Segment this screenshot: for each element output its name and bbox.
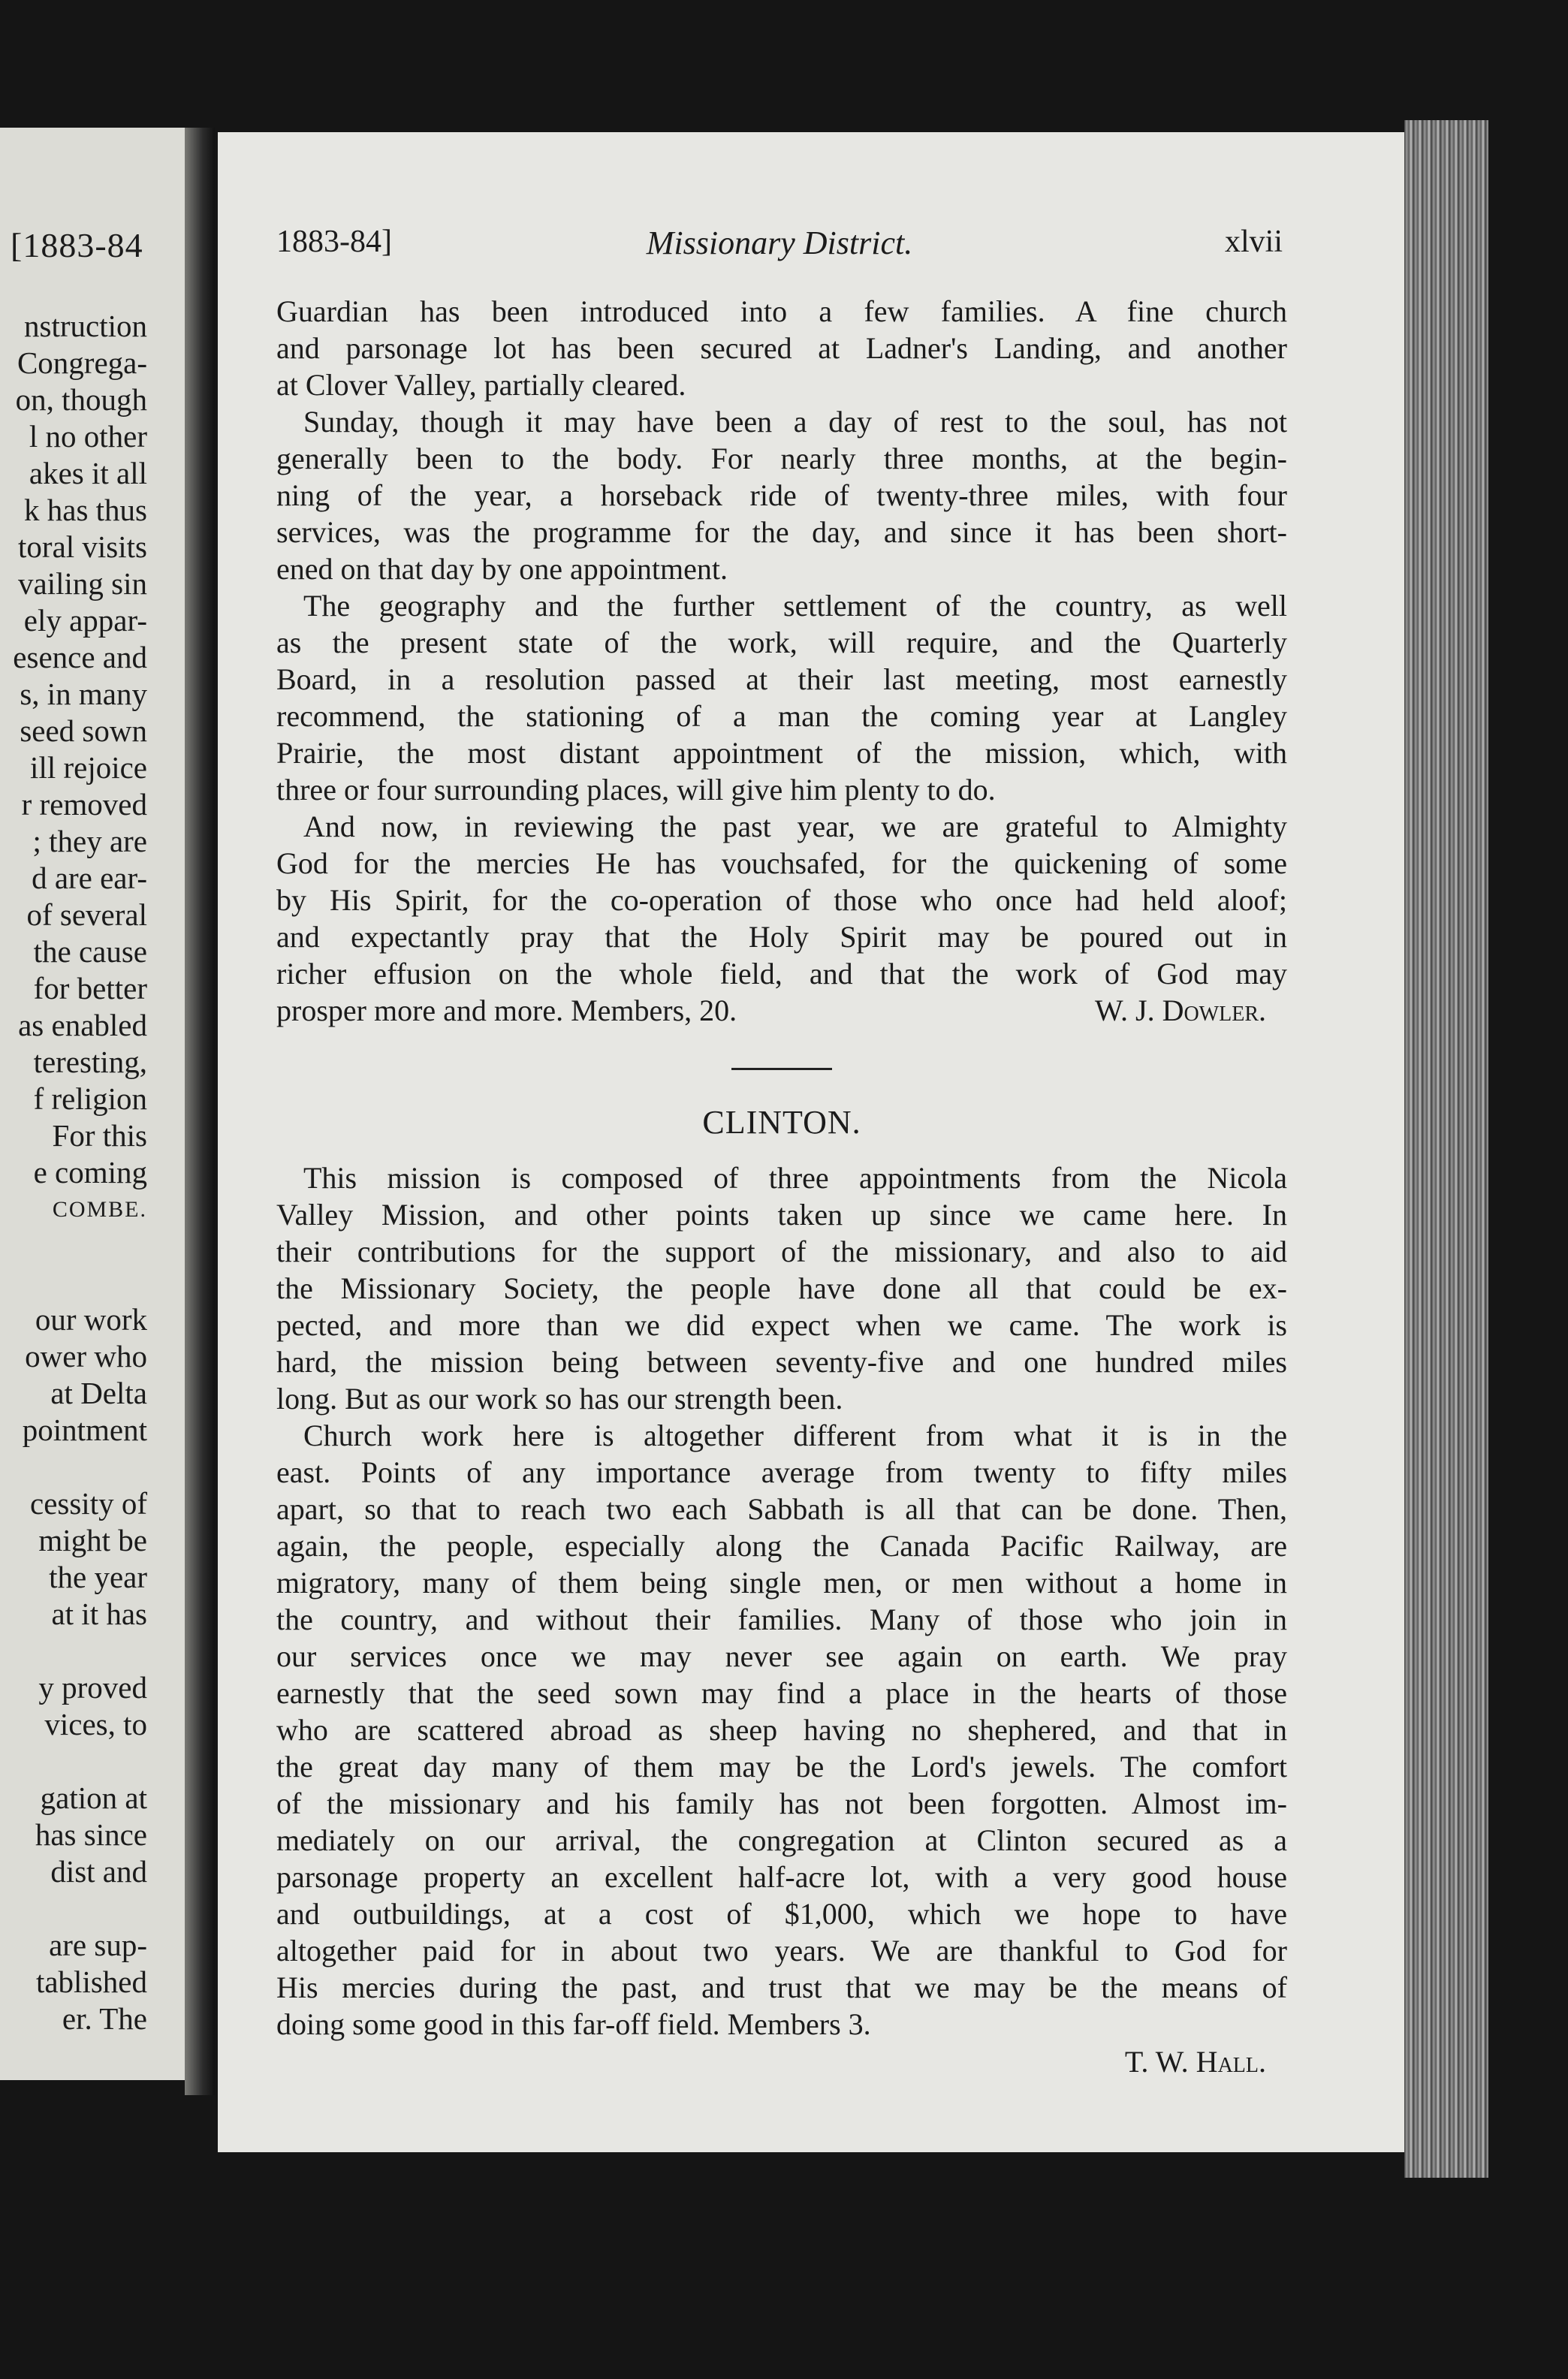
text-line: doing some good in this far-off field. Members 3. [276,2007,871,2041]
text-line: recommend, the stationing of a man the coming year at Langley [276,699,1287,733]
closing-line [276,992,1287,1029]
text-line: richer effusion on the whole field, and that the work of God may [276,957,1287,990]
left-page-line: for better [33,971,147,1006]
left-page-line: er. The [62,2001,147,2036]
left-page-line: the year [49,1560,147,1594]
text-line: hard, the mission being between seventy-five and one hundred miles [276,1345,1287,1379]
left-page-line: teresting, [33,1045,147,1079]
left-page-line: y proved [38,1670,147,1705]
signature-hall: T. W. Hall. [1124,2045,1266,2079]
left-page-line [13,1449,147,1485]
left-page-line: vailing sin [18,566,147,601]
text-line: God for the mercies He has vouchsafed, for the quickening of some [276,846,1287,880]
left-page-line [13,1743,147,1780]
text-line: our services once we may never see again on earth. We pray [276,1639,1287,1673]
text-line: parsonage property an excellent half-acre lot, with a very good house [276,1860,1287,1894]
running-header [276,224,1283,269]
left-page-line: pointment [22,1413,147,1447]
text-line: who are scattered abroad as sheep having no shephered, and that in [276,1713,1287,1747]
text-line: Prairie, the most distant appointment of the mission, which, with [276,736,1287,770]
left-page-line: tablished [35,1964,147,1999]
section-divider [731,1068,832,1070]
left-page-line: esence and [13,640,147,674]
left-page-line: ower who [25,1339,147,1373]
text-line-end: prosper more and more. Members, 20. [276,994,737,1027]
text-line: and outbuildings, at a cost of $1,000, which we hope to have [276,1897,1287,1931]
paragraph [276,808,1287,1029]
left-page-line: our work [35,1302,147,1337]
left-page-line: dist and [50,1854,147,1889]
left-page-line: e coming [33,1155,147,1190]
paragraph [276,293,1287,403]
text-line: services, was the programme for the day, and since it has been short- [276,515,1287,549]
text-line: generally been to the body. For nearly three months, at the begin- [276,442,1287,475]
text-line: altogether paid for in about two years. We are thankful to God for [276,1934,1287,1967]
left-page-line: vices, to [44,1707,147,1741]
left-page-line: has since [35,1817,147,1852]
left-page-line: ; they are [32,824,147,858]
left-page-header: [1883-84 [11,226,143,264]
text-line: the Missionary Society, the people have done all that could be ex- [276,1271,1287,1305]
text-line: the great day many of them may be the Lord's jewels. The comfort [276,1750,1287,1783]
right-page [218,132,1412,2152]
left-page-line: seed sown [20,713,147,748]
paragraph [276,587,1287,808]
left-page-line: as enabled [18,1008,147,1042]
left-page-line: might be [38,1523,147,1557]
left-page-line: on, though [15,382,147,417]
text-line: Valley Mission, and other points taken up since we came here. In [276,1198,1287,1232]
left-page-line: cessity of [30,1486,147,1521]
body-text [276,293,1287,2082]
left-page-line: are sup- [49,1928,147,1962]
text-line: and parsonage lot has been secured at Ladner's Landing, and another [276,331,1287,365]
page-edges [1404,120,1488,2178]
text-line: and expectantly pray that the Holy Spirit may be poured out in [276,920,1287,954]
text-line: of the missionary and his family has not been forgotten. Almost im- [276,1787,1287,1820]
text-line: east. Points of any importance average from twenty to fifty miles [276,1455,1287,1489]
text-line: again, the people, especially along the Canada Pacific Railway, are [276,1529,1287,1563]
left-page-line: Congrega- [17,345,147,380]
text-line: migratory, many of them being single men, or men without a home in [276,1566,1287,1600]
section-heading: CLINTON. [702,1104,861,1141]
text-line: The geography and the further settlement of the country, as well [303,589,1287,623]
text-line: Church work here is altogether different from what it is in the [303,1419,1287,1452]
text-line: ened on that day by one appointment. [276,552,728,586]
left-page-line: of several [26,897,147,932]
left-page-line: ill rejoice [30,750,147,785]
header-year: 1883-84] [276,225,392,259]
left-page-line: l no other [29,419,147,454]
header-title: Missionary District. [646,225,913,261]
text-line: apart, so that to reach two each Sabbath is all that can be done. Then, [276,1492,1287,1526]
paragraph [276,1159,1287,1417]
left-page-line: For this [52,1118,147,1153]
left-page-text [13,308,147,2037]
text-line: their contributions for the support of the missionary, and also to aid [276,1235,1287,1268]
left-page-line: the cause [33,934,147,969]
left-page-line: toral visits [18,529,147,564]
left-page-line: d are ear- [32,861,147,895]
left-page-line: at it has [51,1597,147,1631]
left-page-line: akes it all [29,456,147,490]
left-page-line: s, in many [20,677,147,711]
text-line: pected, and more than we did expect when we came. The work is [276,1308,1287,1342]
text-line: the country, and without their families. Many of those who join in [276,1603,1287,1636]
left-page-line: at Delta [50,1376,147,1410]
text-line: And now, in reviewing the past year, we are grateful to Almighty [303,810,1287,843]
left-page-line: COMBE. [52,1197,147,1222]
left-page-line: f religion [33,1081,147,1116]
left-page-line: r removed [21,787,147,822]
left-page-line: gation at [40,1780,147,1815]
left-page-line [13,1890,147,1927]
text-line: long. But as our work so has our strength been. [276,1382,843,1416]
text-line: Board, in a resolution passed at their last meeting, most earnestly [276,662,1287,696]
text-line: His mercies during the past, and trust that we may be the means of [276,1970,1287,2004]
left-page-line [13,1633,147,1669]
left-page-line: nstruction [24,309,147,343]
left-page-line: ely appar- [23,603,147,638]
text-line: ning of the year, a horseback ride of twenty-three miles, with four [276,478,1287,512]
text-line: Sunday, though it may have been a day of rest to the soul, has not [303,405,1287,439]
signature-dowler: W. J. Dowler. [1094,994,1266,1027]
left-page-line: k has thus [24,493,147,527]
book-gutter [185,128,215,2095]
text-line: at Clover Valley, partially cleared. [276,368,686,402]
text-line: This mission is composed of three appointments from the Nicola [303,1161,1287,1195]
text-line: mediately on our arrival, the congregation at Clinton secured as a [276,1823,1287,1857]
page-number: xlvii [1224,225,1283,259]
left-page [0,128,185,2080]
text-line: earnestly that the seed sown may find a place in the hearts of those [276,1676,1287,1710]
text-line: as the present state of the work, will require, and the Quarterly [276,626,1287,659]
paragraph [276,1417,1287,2043]
paragraph [276,403,1287,587]
text-line: three or four surrounding places, will give him plenty to do. [276,773,996,807]
text-line: by His Spirit, for the co-operation of those who once had held aloof; [276,883,1287,917]
left-page-line [13,1265,147,1301]
text-line: Guardian has been introduced into a few families. A fine church [276,294,1287,328]
left-page-line [13,1228,147,1265]
